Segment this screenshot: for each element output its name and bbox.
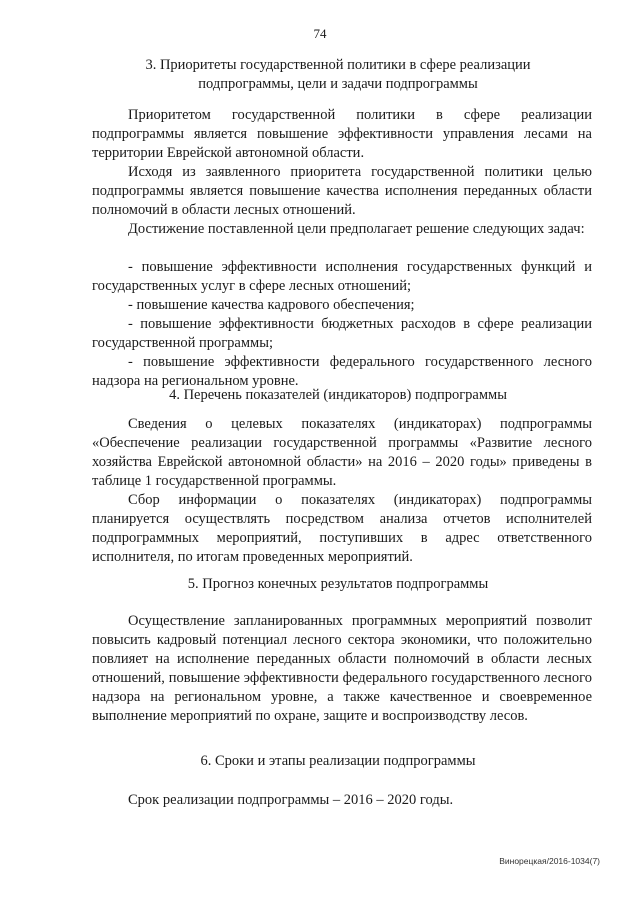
section-5-heading: 5. Прогноз конечных результатов подпрограммы bbox=[187, 576, 489, 592]
page-number: 74 bbox=[313, 26, 327, 41]
list-item: - повышение качества кадрового обеспечения; bbox=[128, 297, 415, 313]
section-3-title-line1: 3. Приоритеты государственной политики в сфере реализации bbox=[145, 57, 531, 73]
section-4-heading: 4. Перечень показателей (индикаторов) подпрограммы bbox=[169, 387, 507, 403]
section-6-heading: 6. Сроки и этапы реализации подпрограммы bbox=[200, 753, 476, 769]
section-3-heading bbox=[84, 56, 592, 94]
section-6-term-paragraph: Срок реализации подпрограммы – 2016 – 2020 годы. bbox=[128, 792, 454, 808]
document-code: Винорецкая/2016-1034(7) bbox=[499, 856, 600, 866]
section-4-indicators-paragraph: Сведения о целевых показателях (индикаторах) подпрограммы «Обеспечение реализации государственной программы «Развитие лесного хозяйства Еврейской автономной области» на 2016 – 2020 годы» приведены в таблице 1 государственной программы. bbox=[92, 416, 592, 489]
section-3-goal-paragraph: Исходя из заявленного приоритета государственной политики целью подпрограммы является повышение качества исполнения переданных области полномочий в области лесных отношений. bbox=[92, 164, 592, 218]
section-5-forecast-paragraph: Осуществление запланированных программных мероприятий позволит повысить кадровый потенциал лесного сектора экономики, что положительно повлияет на исполнение переданных области полномочий в области лесных отношений, повышение эффективности федерального государственного лесного надзора на региональном уровне, а также качественное и своевременное выполнение мероприятий по охране, защите и воспроизводству лесов. bbox=[92, 613, 592, 724]
list-item: - повышение эффективности бюджетных расходов в сфере реализации государственной программы; bbox=[92, 316, 592, 351]
section-3-tasks-intro: Достижение поставленной цели предполагает решение следующих задач: bbox=[128, 221, 585, 237]
list-item: - повышение эффективности федерального государственного лесного надзора на региональном уровне. bbox=[92, 354, 592, 389]
section-3-task-list bbox=[92, 258, 592, 391]
list-item: - повышение эффективности исполнения государственных функций и государственных услуг в сфере лесных отношений; bbox=[92, 259, 592, 294]
section-4-collection-paragraph: Сбор информации о показателях (индикаторах) подпрограммы планируется осуществлять посредством анализа отчетов исполнителей подпрограммных мероприятий, поступивших в адрес ответственного исполнителя, по итогам проведенных мероприятий. bbox=[92, 492, 592, 565]
section-3-title-line2: подпрограммы, цели и задачи подпрограммы bbox=[198, 76, 478, 92]
section-3-priority-paragraph: Приоритетом государственной политики в сфере реализации подпрограммы является повышение эффективности управления лесами на территории Еврейской автономной области. bbox=[92, 107, 592, 161]
